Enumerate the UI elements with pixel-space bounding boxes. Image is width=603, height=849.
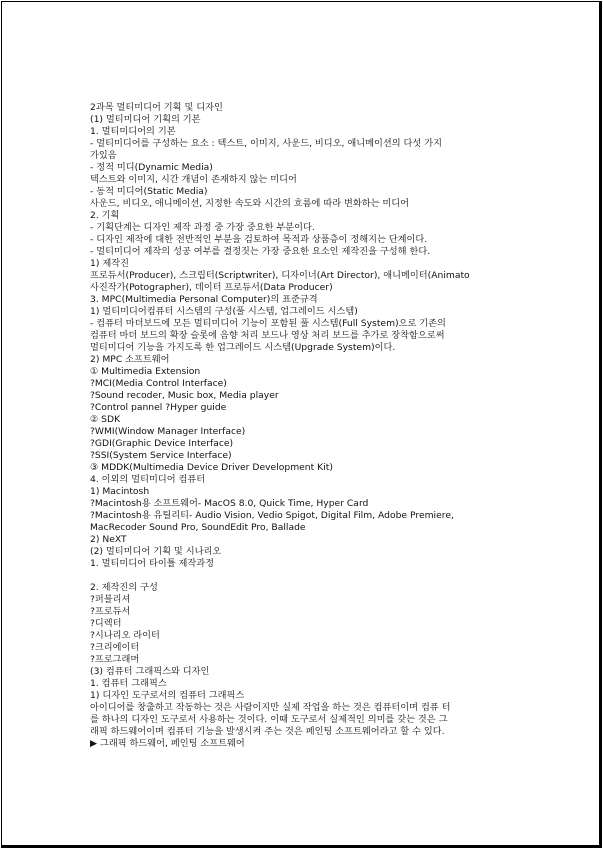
text-line: 2) MPC 소프트웨어 bbox=[90, 354, 170, 365]
text-line: 1. 컴퓨터 그래픽스 bbox=[90, 678, 167, 689]
text-line: 2과목 멀티미디어 기획 및 디자인 bbox=[90, 102, 223, 113]
text-line: 텍스트와 이미지, 시간 개념이 존재하지 않는 미디어 bbox=[90, 174, 297, 185]
text-line: ?MCI(Media Control Interface) bbox=[90, 378, 227, 389]
text-line: ?Macintosh용 소프트웨어- MacOS 8.0, Quick Time, Hyper Card bbox=[90, 498, 369, 509]
text-line: ② SDK bbox=[90, 414, 121, 425]
text-line: (2) 멀티미디어 기획 및 시나리오 bbox=[90, 546, 222, 557]
document-page bbox=[1, 1, 602, 848]
document-body bbox=[90, 102, 520, 750]
text-line: - 기획단계는 디자인 제작 과정 중 가장 중요한 부분이다. bbox=[90, 222, 315, 233]
text-line: 1. 멀티미디어 타이틀 제작과정 bbox=[90, 558, 215, 569]
text-line: ?GDI(Graphic Device Interface) bbox=[90, 438, 234, 449]
text-line: 아이디어를 창출하고 작동하는 것은 사람이지만 실제 작업을 하는 것은 컴퓨터이며 컴퓨 터 bbox=[90, 702, 451, 713]
blank-line bbox=[90, 570, 520, 582]
text-line: ?SSI(System Service Interface) bbox=[90, 450, 232, 461]
text-line: 1) 디자인 도구로서의 컴퓨터 그래픽스 bbox=[90, 690, 245, 701]
text-line: 1) Macintosh bbox=[90, 486, 150, 497]
text-line: ?시나리오 라이터 bbox=[90, 630, 160, 641]
text-line: ?Control pannel ?Hyper guide bbox=[90, 402, 227, 413]
text-line: 를 하나의 디자인 도구로서 사용하는 것이다. 이때 도구로서 실제적인 의미를 갖는 것은 그 bbox=[90, 714, 448, 725]
text-line: ?크리에이터 bbox=[90, 642, 140, 653]
text-line: 가있음 bbox=[90, 150, 117, 161]
text-line: 1. 멀티미디어의 기본 bbox=[90, 126, 176, 137]
text-line: 4. 이외의 멀티미디어 컴퓨터 bbox=[90, 474, 206, 485]
text-line: - 디자인 제작에 대한 전반적인 부분을 검토하여 목적과 상품층이 정해지는 단계이다. bbox=[90, 234, 428, 245]
text-line: 사진작가(Potographer), 데이터 프로듀서(Data Producer) bbox=[90, 282, 333, 293]
text-line: 3. MPC(Multimedia Personal Computer)의 표준규격 bbox=[90, 294, 318, 305]
text-line: (3) 컴퓨터 그래픽스와 디자인 bbox=[90, 666, 210, 677]
text-line: - 정적 미디(Dynamic Media) bbox=[90, 162, 213, 173]
text-line: - 컴퓨터 마더보드에 모든 멀티미디어 기능이 포함된 풀 시스템(Full System)으로 기존의 bbox=[90, 318, 446, 329]
text-line: ① Multimedia Extension bbox=[90, 366, 201, 377]
text-line: ?Macintosh용 유틸리티- Audio Vision, Vedio Spigot, Digital Film, Adobe Premiere, bbox=[90, 510, 454, 521]
text-line: ?Sound recoder, Music box, Media player bbox=[90, 390, 279, 401]
text-line: 1) 멀티미디어컴퓨터 시스템의 구성(풀 시스템, 업그레이드 시스템) bbox=[90, 306, 358, 317]
text-line: ③ MDDK(Multimedia Device Driver Development Kit) bbox=[90, 462, 333, 473]
text-line: - 멀티미디어를 구성하는 요소 : 텍스트, 이미지, 사운드, 비디오, 애니메이션의 다섯 가지 bbox=[90, 138, 442, 149]
text-line: ?프로그래머 bbox=[90, 654, 140, 665]
text-line: 컴퓨터 마더 보드의 확장 슬롯에 음향 처리 보드나 영상 처리 보드를 추가로 장착함으로써 bbox=[90, 330, 445, 341]
text-line: ?프로듀서 bbox=[90, 606, 131, 617]
text-line: 멀티미디어 기능을 가지도록 한 업그레이드 시스템(Upgrade System)이다. bbox=[90, 342, 396, 353]
text-line: (1) 멀티미디어 기획의 기본 bbox=[90, 114, 201, 125]
text-line: ▶ 그래픽 하드웨어, 페인팅 소프트웨어 bbox=[90, 738, 245, 749]
text-line: 2. 기획 bbox=[90, 210, 120, 221]
text-line: - 멀티미디어 제작의 성공 여부를 결정짓는 가장 중요한 요소인 제작진을 구성해 한다. bbox=[90, 246, 431, 257]
text-line: ?WMI(Window Manager Interface) bbox=[90, 426, 246, 437]
text-line: ?퍼블리셔 bbox=[90, 594, 131, 605]
text-line: MacRecoder Sound Pro, SoundEdit Pro, Ballade bbox=[90, 522, 306, 533]
text-line: 2) NeXT bbox=[90, 534, 127, 545]
text-line: 1) 제작진 bbox=[90, 258, 129, 269]
text-line: 2. 제작진의 구성 bbox=[90, 582, 158, 593]
text-line: 래픽 하드웨어이며 컴퓨터 기능을 발생시켜 주는 것은 페인팅 소프트웨어라고 할 수 있다. bbox=[90, 726, 445, 737]
text-line: 프로듀서(Producer), 스크립터(Scriptwriter), 디자이너(Art Director), 애니메이터(Animato bbox=[90, 270, 470, 281]
text-line: - 동적 미디어(Static Media) bbox=[90, 186, 208, 197]
text-line: 사운드, 비디오, 애니메이션, 지정한 속도와 시간의 흐름에 따라 변화하는 미디어 bbox=[90, 198, 410, 209]
text-line: ?디렉터 bbox=[90, 618, 122, 629]
